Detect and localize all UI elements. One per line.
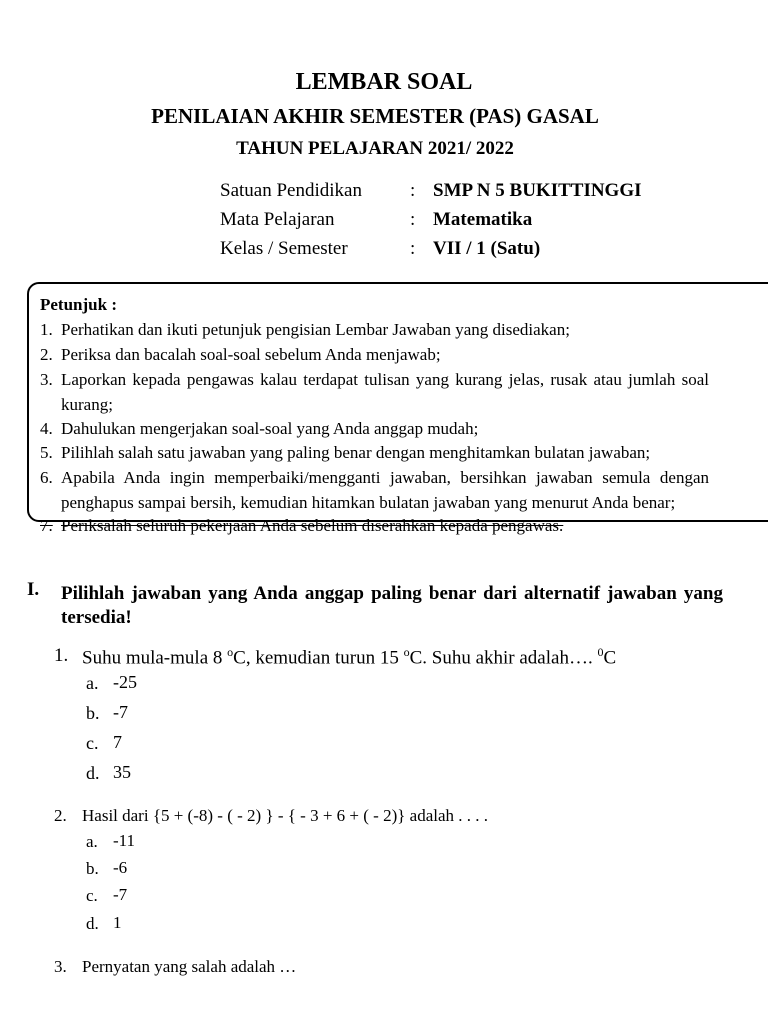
instruction-text: Periksa dan bacalah soal-soal sebelum Anda menjawab; xyxy=(61,345,441,364)
instruction-text: Laporkan kepada pengawas kalau terdapat tulisan yang kurang jelas, rusak atau jumlah soal xyxy=(61,370,709,389)
info-value-class: VII / 1 (Satu) xyxy=(433,238,541,259)
instruction-text: Apabila Anda ingin memperbaiki/mengganti jawaban, bersihkan jawaban semula dengan xyxy=(61,468,709,487)
option-value: -7 xyxy=(113,702,128,722)
instruction-number: 3. xyxy=(40,370,53,389)
option-letter: b. xyxy=(86,859,99,878)
instruction-text-continued: kurang; xyxy=(61,395,113,414)
option-value: 35 xyxy=(113,762,131,782)
option-letter: d. xyxy=(86,763,100,783)
option-letter: b. xyxy=(86,703,100,723)
option-letter: c. xyxy=(86,733,99,753)
question-number: 2. xyxy=(54,806,67,825)
option-letter: c. xyxy=(86,886,98,905)
instruction-number: 1. xyxy=(40,320,53,339)
question-text: Suhu mula-mula 8 $^o$C, kemudian turun 15 $^o$C. Suhu akhir adalah…. $^0$C xyxy=(82,645,617,669)
info-label-subject: Mata Pelajaran xyxy=(220,209,335,230)
info-colon: : xyxy=(410,238,416,259)
document-subtitle: PENILAIAN AKHIR SEMESTER (PAS) GASAL xyxy=(151,104,599,128)
question-text: Pernyatan yang salah adalah … xyxy=(82,957,297,976)
document-title: LEMBAR SOAL xyxy=(295,69,473,95)
option-value: -7 xyxy=(113,885,128,904)
instruction-text: Pilihlah salah satu jawaban yang paling benar dengan menghitamkan bulatan jawaban; xyxy=(61,443,651,462)
option-value: -11 xyxy=(113,831,136,850)
info-value-school: SMP N 5 BUKITTINGGI xyxy=(433,180,642,201)
instruction-number: 5. xyxy=(40,443,53,462)
info-label-school: Satuan Pendidikan xyxy=(220,180,362,201)
instruction-number: 6. xyxy=(40,468,53,487)
question-number: 3. xyxy=(54,957,67,976)
info-value-subject: Matematika xyxy=(433,209,533,230)
instruction-number: 4. xyxy=(40,419,53,438)
option-value: 1 xyxy=(113,913,122,932)
option-letter: a. xyxy=(86,832,98,851)
option-letter: d. xyxy=(86,914,99,933)
instruction-text: Dahulukan mengerjakan soal-soal yang Anda anggap mudah; xyxy=(61,419,479,438)
section-instruction: Pilihlah jawaban yang Anda anggap paling benar dari alternatif jawaban yang xyxy=(61,583,723,604)
instruction-text: Perhatikan dan ikuti petunjuk pengisian Lembar Jawaban yang disediakan; xyxy=(61,320,570,339)
option-value: 7 xyxy=(113,732,122,752)
instruction-text: Periksalah seluruh pekerjaan Anda sebelum diserahkan kepada pengawas. xyxy=(61,516,564,535)
question-number: 1. xyxy=(54,645,69,666)
info-label-class: Kelas / Semester xyxy=(220,238,348,259)
instruction-number: 2. xyxy=(40,345,53,364)
info-colon: : xyxy=(410,180,416,201)
instruction-number: 7. xyxy=(40,516,53,535)
section-number: I. xyxy=(27,579,40,600)
instruction-text-continued: penghapus sampai bersih, kemudian hitamkan bulatan jawaban yang menurut Anda benar; xyxy=(61,493,676,512)
option-letter: a. xyxy=(86,673,99,693)
option-value: -6 xyxy=(113,858,128,877)
instructions-heading: Petunjuk : xyxy=(40,295,117,314)
info-colon: : xyxy=(410,209,416,230)
question-text: Hasil dari {5 + (-8) - ( - 2) } - { - 3 + 6 + ( - 2)} adalah . . . . xyxy=(82,806,489,825)
section-instruction-continued: tersedia! xyxy=(61,607,132,628)
option-value: -25 xyxy=(113,672,137,692)
academic-year: TAHUN PELAJARAN 2021/ 2022 xyxy=(236,138,514,159)
